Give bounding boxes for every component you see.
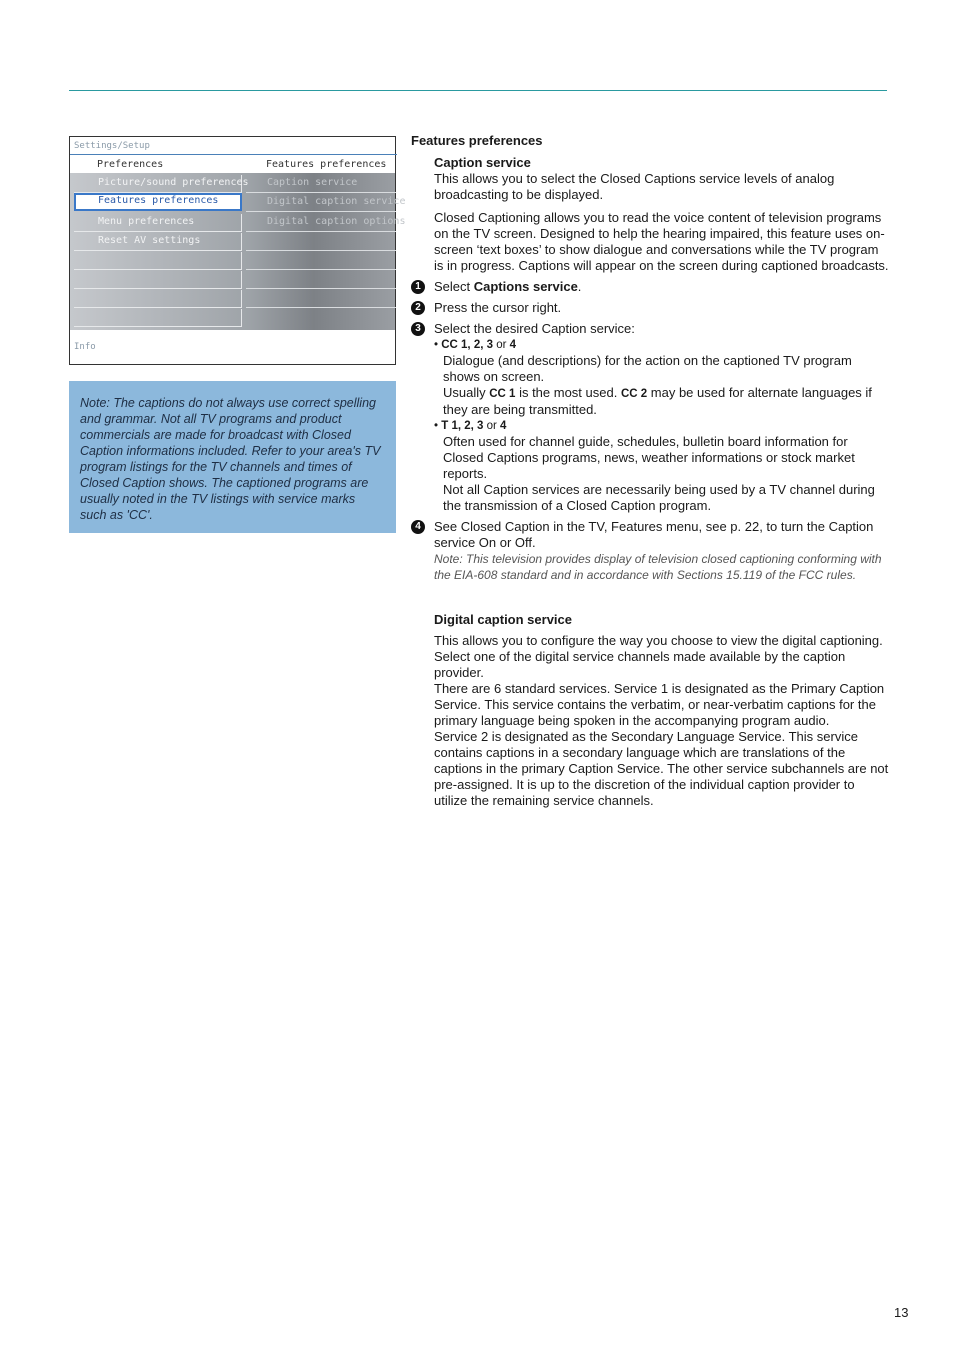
step1-end: . xyxy=(577,279,582,294)
tv-submenu-caption-service: Caption service xyxy=(246,175,396,193)
digital-p3: There are 6 standard services. Service 1 is designated as the Primary Caption Service. This service contains the verbatim, or near-verbatim captions for the primary language being spoken in the accompanying program audio. xyxy=(434,681,885,728)
digital-p1: This allows you to configure the way you choose to view the digital captioning. xyxy=(434,633,883,648)
page-number: 13 xyxy=(894,1305,909,1320)
tv-submenu-empty xyxy=(246,252,396,270)
step-number-4: 4 xyxy=(411,520,425,534)
closed-captioning-paragraph: Closed Captioning allows you to read the voice content of television programs on the TV screen. Designed to help the hearing impaired, this feature uses on-screen ‘text boxes’ to show dialogue and conversations while the TV program is in progress. Captions will appear on the screen during captioned broadcasts. xyxy=(434,210,889,273)
tv-submenu-empty xyxy=(246,233,396,251)
digital-p4: Service 2 is designated as the Secondary Language Service. This service contains captions in a secondary language which are translations of the captions in the primary Caption Service. The other service subchannels are not pre-assigned. It is up to the discretion of the individual caption provider to utilize the remaining service channels. xyxy=(434,729,889,808)
step-4 xyxy=(411,519,891,551)
t-description: Often used for channel guide, schedules, bulletin board information for Closed Captions programs, news, weather informations or stock market reports. xyxy=(443,434,855,481)
tv-menu-header-left: Preferences xyxy=(97,159,164,170)
tv-menu-item-menu-prefs: Menu preferences xyxy=(74,214,242,232)
cc-label-a: CC 1, 2, 3 xyxy=(441,339,494,351)
digital-caption-heading: Digital caption service xyxy=(434,612,572,627)
caption-service-intro: This allows you to select the Closed Captions service levels of analog broadcasting to be displayed. xyxy=(434,171,835,202)
tv-submenu-digital-caption-service: Digital caption service xyxy=(246,194,396,212)
cc-usual-bold1: CC 1 xyxy=(489,388,516,400)
tv-menu-item-empty xyxy=(74,309,242,327)
captions-note-box: Note: The captions do not always use correct spelling and grammar. Not all TV programs and product commercials are made for broadcast with Closed Caption informations included. Refer to your area's TV program listings for the TV channels and times of Closed Caption shows. The captioned programs are usually noted in the TV listings with service marks such as 'CC'. xyxy=(69,381,396,533)
step4-text: See Closed Caption in the TV, Features menu, see p. 22, to turn the Caption service On or Off. xyxy=(434,519,874,550)
tv-submenu-empty xyxy=(246,271,396,289)
step-number-3: 3 xyxy=(411,322,425,336)
t-label-b: 4 xyxy=(500,420,507,432)
cc-description: Dialogue (and descriptions) for the action on the captioned TV program shows on screen. xyxy=(443,353,852,384)
t-note: Not all Caption services are necessarily being used by a TV channel during the transmission of a Closed Caption program. xyxy=(443,482,875,513)
tv-menu-screenshot xyxy=(69,136,406,365)
t-label-or: or xyxy=(483,420,501,432)
tv-menu-item-empty xyxy=(74,290,242,308)
cc-label-b: 4 xyxy=(509,339,517,351)
step-number-1: 1 xyxy=(411,280,425,294)
fcc-note: Note: This television provides display of television closed captioning conforming with the EIA-608 standard and in accordance with Sections 15.119 of the FCC rules. xyxy=(434,552,882,582)
t-option-label: • T 1, 2, 3 or 4 xyxy=(434,420,507,432)
tv-menu-item-empty xyxy=(74,252,242,270)
tv-menu-item-features: Features preferences xyxy=(74,193,242,211)
step-3 xyxy=(411,321,891,337)
digital-p2: Select one of the digital service channels made available by the caption provider. xyxy=(434,649,846,680)
tv-submenu-digital-caption-options: Digital caption options xyxy=(246,214,396,232)
main-text-column xyxy=(411,133,891,809)
cc-usual-bold2: CC 2 xyxy=(620,388,648,400)
cc-usual-pre: Usually xyxy=(443,385,490,400)
step3-text: Select the desired Caption service: xyxy=(434,321,635,336)
step2-text: Press the cursor right. xyxy=(434,300,562,315)
tv-menu-panel xyxy=(70,173,406,330)
t-label-a: T 1, 2, 3 xyxy=(441,420,484,432)
tv-menu-header-right: Features preferences xyxy=(266,159,387,170)
cc-label-or: or xyxy=(493,339,510,351)
cc-usual-mid: is the most used. xyxy=(515,385,621,400)
tv-menu-item-reset-av: Reset AV settings xyxy=(74,233,242,251)
tv-menu-item-picture-sound: Picture/sound preferences xyxy=(74,175,242,193)
step-1 xyxy=(411,279,891,295)
section-title: Features preferences xyxy=(411,133,543,148)
cc-option-label: • CC 1, 2, 3 or 4 xyxy=(434,339,517,351)
step1-bold: Captions service xyxy=(473,279,578,294)
step1-text: Select xyxy=(434,279,474,294)
step-number-2: 2 xyxy=(411,301,425,315)
cc-usual-post: may be used for alternate languages if they are being transmitted. xyxy=(443,385,872,417)
step-2 xyxy=(411,300,891,316)
caption-service-heading: Caption service xyxy=(434,155,531,170)
header-rule xyxy=(69,90,887,91)
tv-submenu-empty xyxy=(246,290,396,308)
tv-menu-info-label: Info xyxy=(74,342,96,352)
cc-usual-text xyxy=(411,385,891,418)
tv-menu-breadcrumb: Settings/Setup xyxy=(74,141,150,151)
tv-menu-divider xyxy=(70,154,397,155)
tv-menu-item-empty xyxy=(74,271,242,289)
